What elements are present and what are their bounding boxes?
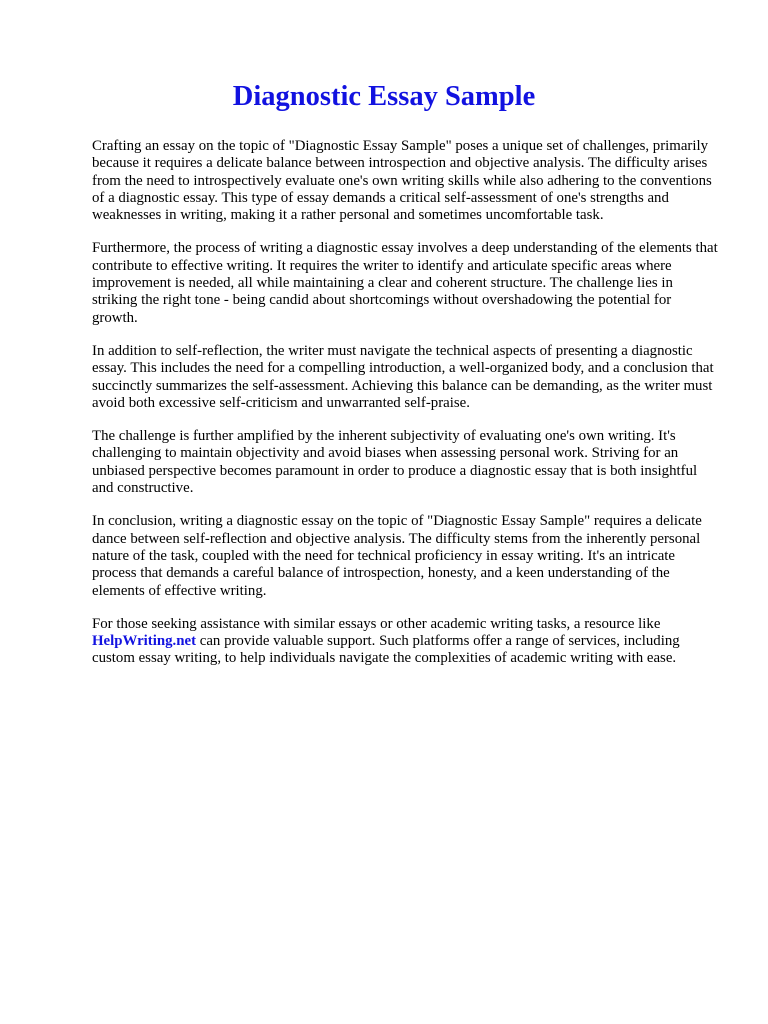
paragraph-6-trailing-text: can provide valuable support. Such platforms offer a range of services, including custom essay writing, to help individuals navigate the complexities of academic writing with ease. bbox=[92, 633, 680, 667]
helpwriting-link[interactable]: HelpWriting.net bbox=[92, 633, 197, 650]
paragraph-6 bbox=[92, 616, 718, 668]
paragraph-1: Crafting an essay on the topic of "Diagnostic Essay Sample" poses a unique set of challenges, primarily because it requires a delicate balance between introspection and objective analysis. The difficulty arises from the need to introspectively evaluate one's own writing skills while also adhering to the conventions of a diagnostic essay. This type of essay demands a critical self-assessment of one's strengths and weaknesses in writing, making it a rather personal and sometimes uncomfortable task. bbox=[92, 138, 712, 224]
paragraph-3: In addition to self-reflection, the writer must navigate the technical aspects of presenting a diagnostic essay. This includes the need for a compelling introduction, a well-organized body, and a conclusion that succinctly summarizes the self-assessment. Achieving this balance can be demanding, as the writer must avoid both excessive self-criticism and unwarranted self-praise. bbox=[92, 342, 714, 411]
paragraph-4: The challenge is further amplified by the inherent subjectivity of evaluating one's own writing. It's challenging to maintain objectivity and avoid biases when assessing personal work. Striving for an unbiased perspective becomes paramount in order to produce a diagnostic essay that is both insightful and constructive. bbox=[92, 428, 698, 497]
page-title: Diagnostic Essay Sample bbox=[232, 81, 536, 112]
paragraph-5: In conclusion, writing a diagnostic essay on the topic of "Diagnostic Essay Sample" requires a delicate dance between self-reflection and objective analysis. The difficulty stems from the inherently personal nature of the task, coupled with the need for technical proficiency in essay writing. It's an intricate process that demands a careful balance of introspection, honesty, and a keen understanding of the elements of effective writing. bbox=[92, 513, 702, 599]
paragraph-2: Furthermore, the process of writing a diagnostic essay involves a deep understanding of the elements that contribute to effective writing. It requires the writer to identify and articulate specific areas where improvement is needed, all while maintaining a clear and coherent structure. The challenge lies in striking the right tone - being candid about shortcomings without overshadowing the potential for growth. bbox=[92, 240, 718, 326]
paragraph-6-lead-text: For those seeking assistance with similar essays or other academic writing tasks, a resource like bbox=[92, 615, 661, 632]
